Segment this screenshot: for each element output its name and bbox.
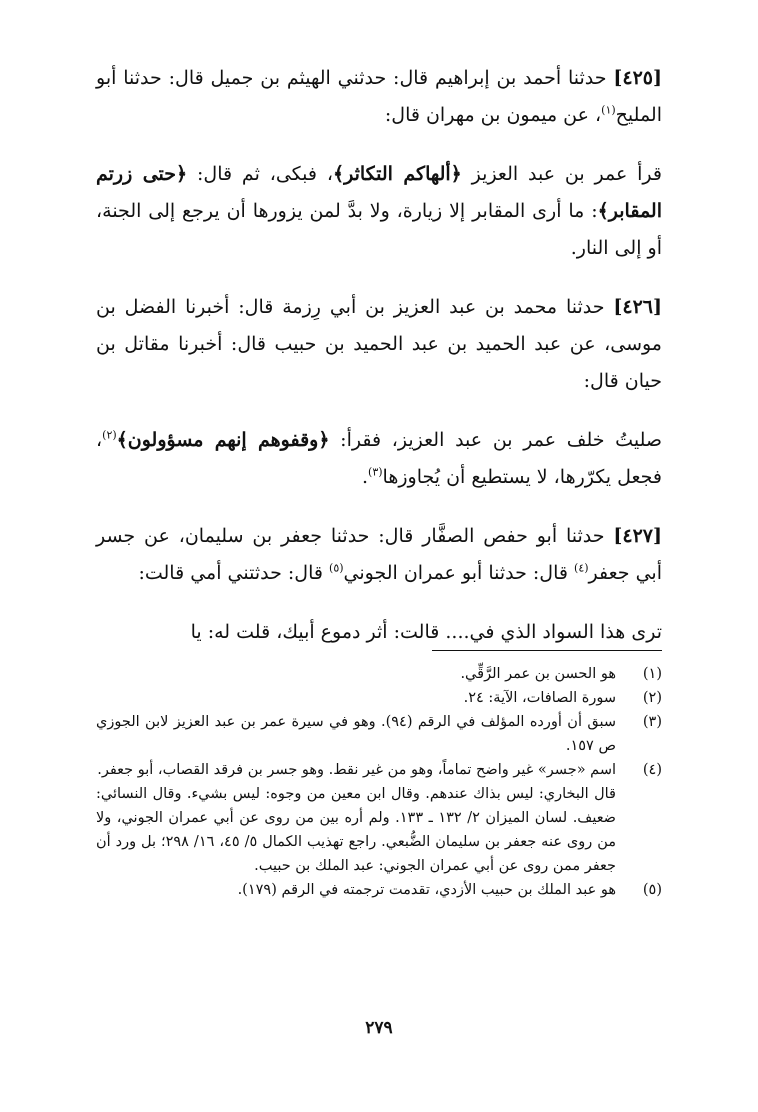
quran-verse: ﴿حتى زرتم المقابر﴾ [96,163,662,222]
footnote-ref: (١) [601,103,616,117]
footnote-text: هو عبد الملك بن حبيب الأزدي، تقدمت ترجمته في الرقم (١٧٩). [237,882,616,898]
footnote-text: سبق أن أورده المؤلف في الرقم (٩٤). وهو في سيرة عمر بن عبد العزيز لابن الجوزي ص ١٥٧. [96,714,616,754]
footnote-number: (١) [642,666,662,682]
matn-426 [96,422,662,496]
matn-text: قرأ عمر بن عبد العزيز [461,163,662,185]
matn-425 [96,156,662,267]
quran-verse: ﴿وقفوهم إنهم مسؤولون﴾ [116,429,330,451]
matn-text: ، فبكى، ثم قال: [187,163,333,185]
footnote-2 [96,686,662,710]
matn-text: صليتُ خلف عمر بن عبد العزيز، فقرأ: [329,429,662,451]
hadith-426 [96,289,662,400]
footnote-number: (٢) [642,690,662,706]
footnote-ref: (٥) [329,561,344,575]
hadith-425 [96,60,662,134]
footnotes [96,662,662,902]
matn-text: ترى هذا السواد الذي في.... قالت: أثر دموع أبيك، قلت له: يا [190,621,662,643]
matn-text: . [361,466,369,488]
main-text [96,60,662,673]
footnote-4-continuation: قال البخاري: ليس بذاك عندهم. وقال ابن معين من وجوه: ليس بشيء. وقال النسائي: ضعيف. لسان الميزان ٢/ ١٣٢ ـ ١٣٣. ولم أره بين من روى عن أبي عمران الجوني، ولا من روى عنه جعفر بن سليمان الضُّبعي. راجع تهذيب الكمال ٥/ ٤٥، ١٦/ ٢٩٨؛ بل ورد أن جعفر ممن روى عن أبي عمران الجوني: عبد الملك بن حبيب. [96,786,617,874]
footnote-text: اسم «جسر» غير واضح تماماً، وهو من غير نقط. وهو جسر بن فرقد القصاب، أبو جعفر. [97,762,616,778]
isnad-text: حدثنا محمد بن عبد العزيز بن أبي رِزمة قال: أخبرنا الفضل بن موسى، عن عبد الحميد بن عبد الحميد بن حبيب قال: أخبرنا مقاتل بن حيان قال: [96,296,662,392]
matn-text: : ما أرى المقابر إلا زيارة، ولا بدَّ لمن يزورها أن يرجع إلى الجنة، أو إلى النار. [96,200,662,259]
footnote-number: (٣) [642,714,662,730]
page-number: ٢٧٩ [365,1018,393,1038]
footnote-number: (٤) [642,762,662,778]
hadith-number: [٤٢٦] [613,296,662,318]
footnote-text: سورة الصافات، الآية: ٢٤. [463,690,616,706]
footnote-1 [96,662,662,686]
footnote-5 [96,878,662,902]
footnote-ref: (٢) [102,428,117,442]
isnad-text: ، عن ميمون بن مهران قال: [384,104,602,126]
quran-verse: ﴿ألهاكم التكاثر﴾ [332,163,462,185]
footnote-text: هو الحسن بن عمر الرَّقِّي. [460,666,616,682]
isnad-text: حدثنا أحمد بن إبراهيم قال: حدثني الهيثم بن جميل قال: حدثنا أبو المليح [96,67,662,126]
isnad-text: قال: حدثتني أمي قالت: [138,562,330,584]
footnote-ref: (٣) [368,465,383,479]
matn-427 [96,614,662,651]
footnote-ref: (٤) [574,561,589,575]
isnad-text: قال: حدثنا أبو عمران الجوني [343,562,575,584]
footnote-number: (٥) [642,882,662,898]
footnote-3 [96,710,662,758]
footnote-separator [432,650,662,651]
hadith-427 [96,518,662,592]
footnote-4 [96,758,662,782]
matn-text: ، فجعل يكرّرها، لا يستطيع أن يُجاوزها [96,429,662,488]
isnad-text: حدثنا أبو حفص الصفَّار قال: حدثنا جعفر بن سليمان، عن جسر أبي جعفر [96,525,662,584]
hadith-number: [٤٢٥] [613,67,662,89]
hadith-number: [٤٢٧] [613,525,662,547]
